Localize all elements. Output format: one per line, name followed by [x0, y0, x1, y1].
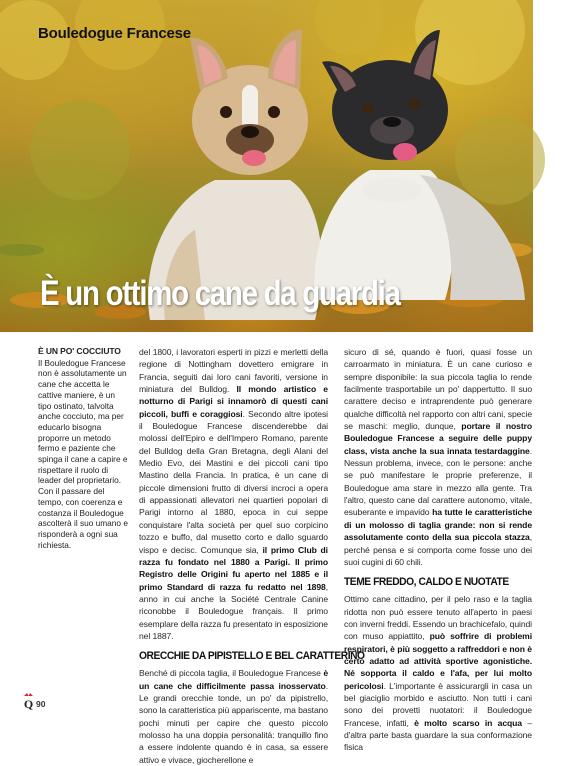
column-2-paragraph-1	[344, 346, 532, 568]
bold-text-run: può soffrire di problemi respiratori, è più soggetto a raffreddori e non è certo adatto ad attività sportive agonistiche. Né sopporta il caldo e l'afa, per lui molto pericolosi	[344, 631, 532, 691]
subheading-weather: TEME FREDDO, CALDO E NUOTATE	[344, 576, 509, 589]
article-column-2	[344, 346, 532, 754]
text-run: del 1800, i lavoratori esperti in pizzi e merletti della regione di Nottingham dovettero emigrare in Francia, seguiti dai loro cani favoriti, versione in miniatura del Bulldog.	[139, 347, 328, 395]
text-run: , anno in cui anche la Société Centrale Canine riconobbe il Bouledogue français. Il primo esemplare della razza fu presentato in esposizione nel 1887.	[139, 581, 328, 641]
bold-text-run: il primo Club di razza fu fondato nel 1880 a Parigi. Il primo Registro delle Origini fu aperto nel 1885 e il primo Standard di razza fu redatto nel 1898	[139, 544, 328, 592]
text-run: Ottimo cane cittadino, per il pelo raso e la taglia ridotta non può essere tenuto all'aperto in paesi con inverni freddi. Essendo un brachicefalo, quindi con muso appiattito,	[344, 594, 532, 642]
hero-photo	[0, 0, 533, 332]
text-run: . Secondo altre ipotesi il Bouledogue Francese discenderebbe dai molossi dell'Epiro e dell'Impero Romano, parente del Bulldog della Gran Bretagna, degli Alani del Medio Evo, dei Mastini e dei piccoli cani tipo Mastino della Francia. In pratica, è un cane di piccole dimensioni frutto di diversi incroci a opera di appassionati allevatori nei quartieri popolari di Parigi intorno al 1880, epoca in cui seppe conquistare l'alta società per quel suo corpicino tozzo e buffo, dal musetto corto e dallo sguardo vispo e decisc. Comunque sia,	[139, 408, 328, 555]
section-label: Bouledogue Francese	[38, 25, 191, 42]
column-1-paragraph-2	[139, 667, 328, 766]
column-1-paragraph-1	[139, 346, 328, 642]
text-run: sicuro di sé, quando è fuori, quasi fosse un carroarmato in miniatura. È un cane curioso e sempre disponibile: la sua piccola taglia lo rende facilmente trasportabile un po' dappertutto. Il suo carattere deciso e intraprendente può generare qualche difficoltà nel rapporto con altri cani, specie se maschi: meglio, dunque,	[344, 347, 532, 432]
text-run: . L'importante è assicurargli in casa un bel giaciglio morbido e asciutto. Non tutti i cani sono dei provetti nuotatori: il Bouledogue Francese, infatti,	[344, 680, 532, 728]
page-number: 90	[36, 699, 46, 709]
column-2-paragraph-2	[344, 593, 532, 753]
subheading-ears: ORECCHIE DA PIPISTELLO E BEL CARATTERINO	[139, 650, 365, 663]
page-title: È un ottimo cane da guardia	[40, 274, 400, 313]
text-run: . Le grandi orecchie tonde, un po' da pipistrello, sono la caratteristica più appariscente, ma bastano pochi minuti per capire che questo piccolo molosso ha una doppia personalità: tranquillo fino a essere indolente quando è in casa, sa essere attivo e vivace, giocherellone e	[139, 680, 328, 765]
text-run: . Nessun problema, invece, con le persone: anche se può manifestare le proprie preferenze, il Bouledogue ama stare in mezzo alla gente. Tra l'altro, questo cane dal carattere autonomo, vitale, esuberante e impavido	[344, 445, 532, 518]
text-run: Benché di piccola taglia, il Bouledogue Francese	[139, 668, 324, 679]
page-footer	[22, 693, 45, 709]
bold-text-run: portare il nostro Bouledogue Francese a seguire delle puppy class, vista anche la sua innata testardaggine	[344, 421, 532, 456]
magazine-logo-icon	[22, 693, 35, 709]
sidebar-text: Il Bouledogue Francese non è assolutamente un cane che accetta le cattive maniere, è un tipo ostinato, talvolta anche cocciuto, ma per educarlo bisogna proporre un metodo fermo e paziente che spinga il cane a capire e rispettare il ruolo di leader del proprietario. Con il passare del tempo, con coerenza e costanza il Bouledogue ascolterà il suo umano e risponderà a ogni sua richiesta.	[38, 357, 128, 550]
bold-text-run: ha tutte le caratteristiche di un molosso di taglia grande: non si rende assolutamente conto della sua piccola stazza	[344, 507, 533, 543]
text-run: – d'altra parte basta guardare la sua conformazione fisica	[344, 717, 533, 753]
bold-text-run: Il mondo artistico e notturno di Parigi si innamorò di questi cani piccoli, buffi e coraggiosi	[139, 384, 328, 419]
logo-letter: Q	[23, 697, 34, 711]
sidebar-box	[38, 346, 130, 550]
article-column-1	[139, 346, 365, 766]
text-run: , perché pensa e si comporta come fosse uno dei suoi cugini di 60 chili.	[344, 532, 532, 567]
bold-text-run: è un cane che difficilmente passa inosservato	[139, 668, 328, 691]
bold-text-run: è molto scarso in acqua	[414, 717, 522, 728]
sidebar-heading: È UN PO' COCCIUTO	[38, 346, 121, 356]
